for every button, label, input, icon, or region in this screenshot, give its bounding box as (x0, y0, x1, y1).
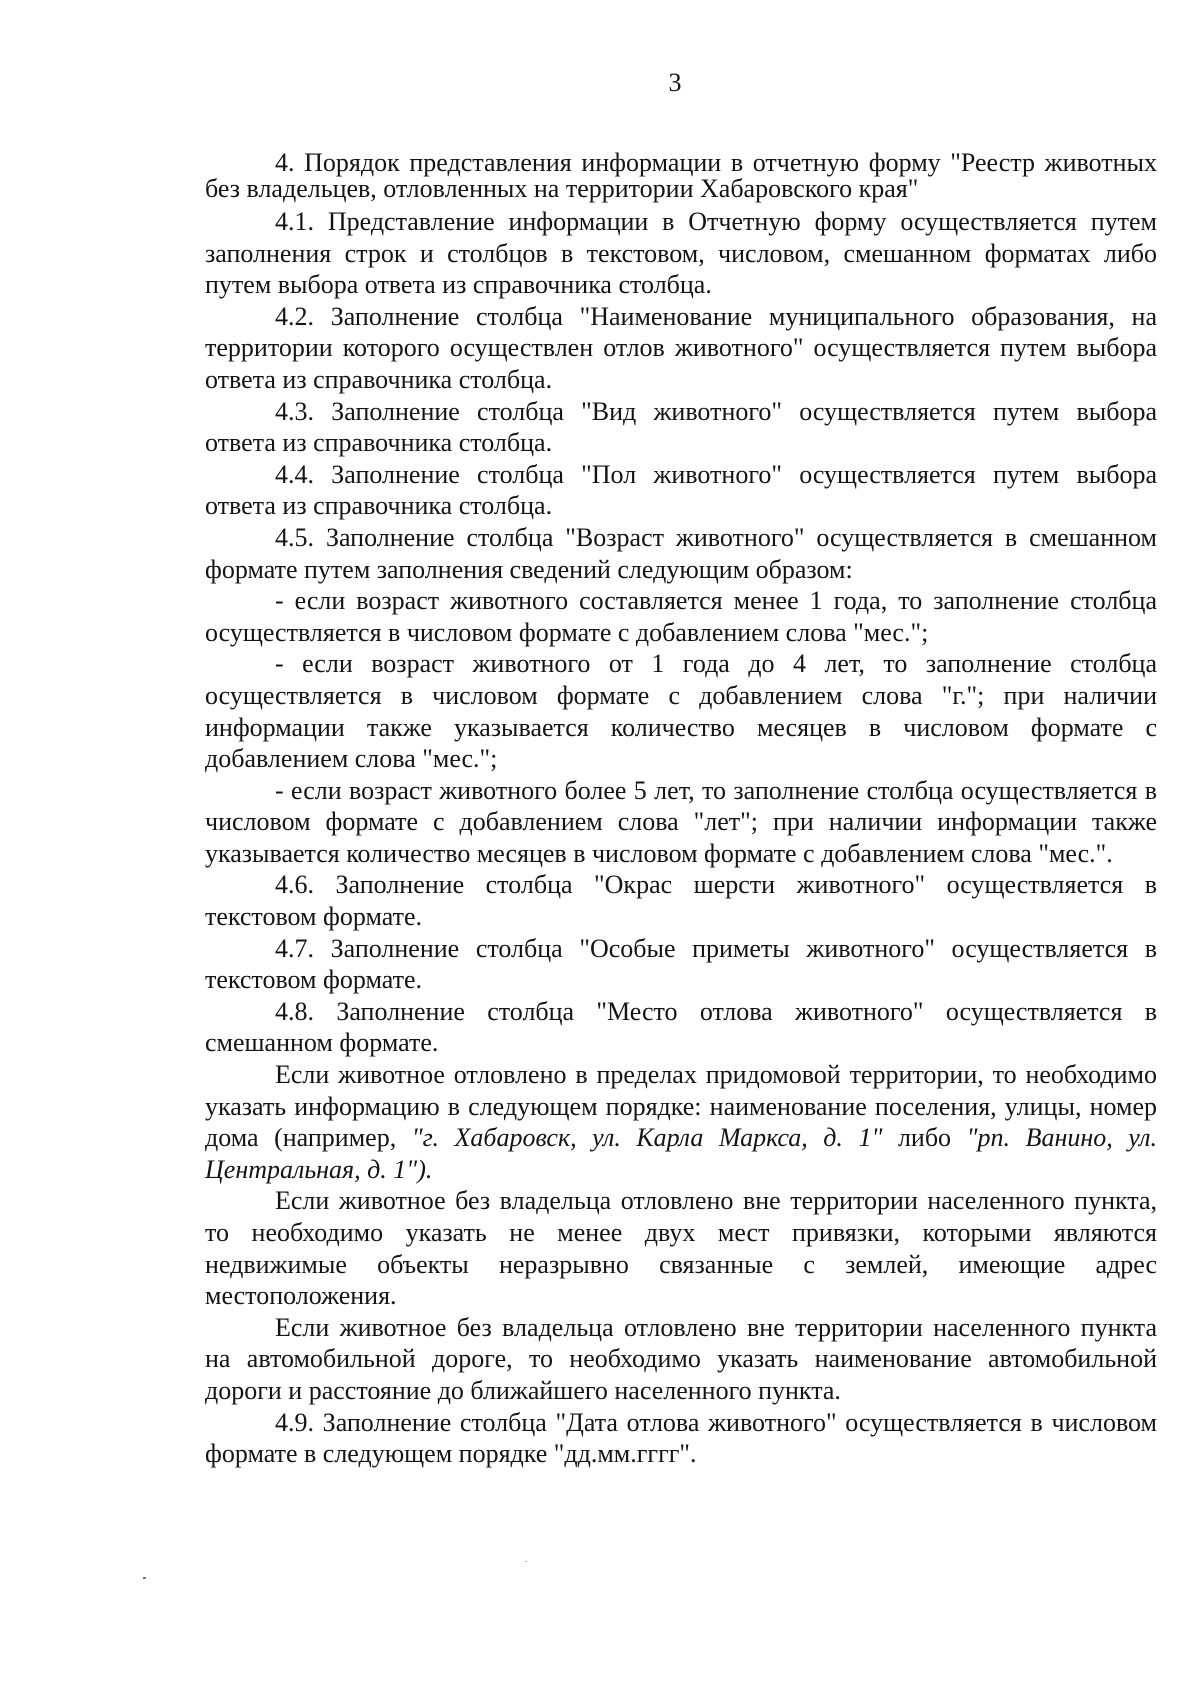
clause-4-9: 4.9. Заполнение столбца "Дата отлова животного" осуществляется в числовом формате в следующем порядке "дд.мм.гггг". (205, 1407, 1157, 1469)
scan-speck (525, 1561, 527, 1562)
place-yard-paragraph (205, 1059, 1157, 1185)
page-number: 3 (668, 68, 682, 97)
place-on-road: Если животное без владельца отловлено вне территории населенного пункта на автомобильной дороге, то необходимо указать наименование автомобильной дороги и расстояние до ближайшего населенного пункта. (205, 1312, 1157, 1405)
age-rule-under-1-year: - если возраст животного составляется менее 1 года, то заполнение столбца осуществляется в числовом формате с добавлением слова "мес."; (205, 586, 1157, 647)
place-example-vanino: "рп. Ванино, ул. Центральная, д. 1"). (205, 1123, 1157, 1184)
place-example-separator: либо (882, 1123, 967, 1153)
place-yard-intro: Если животное отловлено в пределах придомовой территории, то необходимо указать информацию в следующем порядке: наименование поселения, улицы, номер дома (например, (205, 1060, 1157, 1153)
clause-4-6: 4.6. Заполнение столбца "Окрас шерсти животного" осуществляется в текстовом формате. (205, 870, 1157, 932)
clause-4-3: 4.3. Заполнение столбца "Вид животного" осуществляется путем выбора ответа из справочника столбца. (205, 396, 1157, 458)
clause-4-5: 4.5. Заполнение столбца "Возраст животного" осуществляется в смешанном формате путем заполнения сведений следующим образом: (205, 522, 1157, 584)
section-heading: 4. Порядок представления информации в отчетную форму "Реестр животных без владельцев, отловленных на территории Хабаровского края" (205, 148, 1157, 203)
document-body (205, 150, 1157, 1470)
clause-4-7: 4.7. Заполнение столбца "Особые приметы животного" осуществляется в текстовом формате. (205, 933, 1157, 995)
place-outside-settlement: Если животное без владельца отловлено вне территории населенного пункта, то необходимо указать не менее двух мест привязки, которыми являются недвижимые объекты неразрывно связанные с землей, имеющие адрес местоположения. (205, 1186, 1157, 1311)
clause-4-2: 4.2. Заполнение столбца "Наименование муниципального образования, на территории которого осуществлен отлов животного" осуществляется путем выбора ответа из справочника столбца. (205, 301, 1157, 394)
place-example-khabarovsk: "г. Хабаровск, ул. Карла Маркса, д. 1" (411, 1123, 883, 1153)
clause-4-8: 4.8. Заполнение столбца "Место отлова животного" осуществляется в смешанном формате. (205, 996, 1157, 1058)
clause-4-4: 4.4. Заполнение столбца "Пол животного" осуществляется путем выбора ответа из справочника столбца. (205, 459, 1157, 521)
clause-4-1: 4.1. Представление информации в Отчетную форму осуществляется путем заполнения строк и столбцов в текстовом, числовом, смешанном форматах либо путем выбора ответа из справочника столбца. (205, 207, 1157, 300)
scan-speck (143, 1577, 146, 1579)
age-rule-over-5-years: - если возраст животного более 5 лет, то заполнение столбца осуществляется в числовом формате с добавлением слова "лет"; при наличии информации также указывается количество месяцев в числовом формате с добавлением слова "мес.". (205, 775, 1157, 868)
age-rule-1-to-4-years: - если возраст животного от 1 года до 4 лет, то заполнение столбца осуществляется в числовом формате с добавлением слова "г."; при наличии информации также указывается количество месяцев в числовом формате с добавлением слова "мес."; (205, 649, 1157, 774)
